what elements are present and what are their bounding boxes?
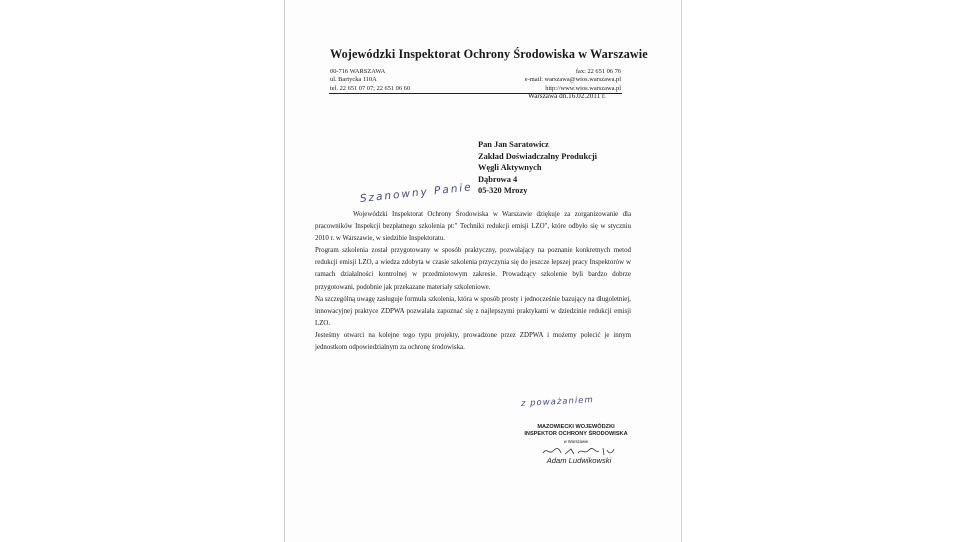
recipient-street: Dąbrowa 4 <box>478 174 518 184</box>
handwritten-regards: z poważaniem <box>520 395 595 409</box>
stamp-line: w Warszawie <box>563 438 589 444</box>
address-right <box>525 68 621 93</box>
stamp-line: MAZOWIECKI WOJEWÓDZKI <box>537 424 615 430</box>
institution-title: Wojewódzki Inspektorat Ochrony Środowiska w Warszawie <box>330 47 648 61</box>
address-street: ul. Bartycka 110A <box>330 76 377 84</box>
recipient-name: Pan Jan Saratowicz <box>478 140 549 149</box>
recipient-company: Zakład Doświadczalny Produkcji <box>478 151 597 161</box>
body-paragraph: Wojewódzki Inspektorat Ochrony Środowiska w Warszawie dziękuje za zorganizowanie dla pracowników Inspekcji bezpłatnego szkolenia pt:" Techniki redukcji emisji LZO", które odbyło się w styczniu 2010 r. w Warszawie, w siedzibie Inspektoratu. <box>315 211 631 243</box>
body-paragraph: Na szczególną uwagę zasługuje formuła szkolenia, która w sposób prosty i jednocześnie bazujący na długoletniej, innowacyjnej praktyce ZDPWA pozwalała zapoznać się z najlepszymi praktykami w dziedzinie redukcji emisji LZO. <box>315 295 631 327</box>
address-website: http://www.wios.warszawa.pl <box>545 84 621 92</box>
address-left <box>330 68 410 93</box>
address-email: e-mail: warszawa@wios.warszawa.pl <box>524 76 621 84</box>
letter-body <box>315 209 631 354</box>
body-paragraph: Program szkolenia został przygotowany w sposób praktyczny, pozwalający na poznanie konkretnych metod redukcji emisji LZO, a wiedza zdobyta w czasie szkolenia przyczynia się do jeszcze lepszej pracy Inspektorów w ramach działalności kontrolnej w przedmiotowym zakresie. Prowadzący szkolenie byli bardzo dobrze przygotowani, podobnie jak przekazane materiały szkoleniowe. <box>315 247 631 291</box>
body-paragraph: Jesteśmy otwarci na kolejne tego typu projekty, prowadzone przez ZDPWA i możemy polecić je innym jednostkom odpowiedzialnym za ochronę środowiska. <box>315 331 631 352</box>
recipient-postcode: 05-320 Mrozy <box>478 186 528 196</box>
address-fax: fax: 22 651 06 76 <box>575 68 621 75</box>
stamp-line: INSPEKTOR OCHRONY ŚRODOWISKA <box>524 431 628 438</box>
recipient-company-cont: Węgli Aktywnych <box>478 163 542 173</box>
date-line: Warszawa dn.16.02.2011 r. <box>528 92 606 100</box>
recipient-block <box>478 139 597 197</box>
official-stamp <box>524 424 628 445</box>
handwritten-greeting: Szanowny Panie <box>359 181 474 205</box>
address-city: 00-716 WARSZAWA <box>330 68 386 75</box>
address-phone: tel. 22 651 07 07; 22 651 06 60 <box>330 84 411 92</box>
signer-name: Adam Ludwikowski <box>546 456 612 465</box>
